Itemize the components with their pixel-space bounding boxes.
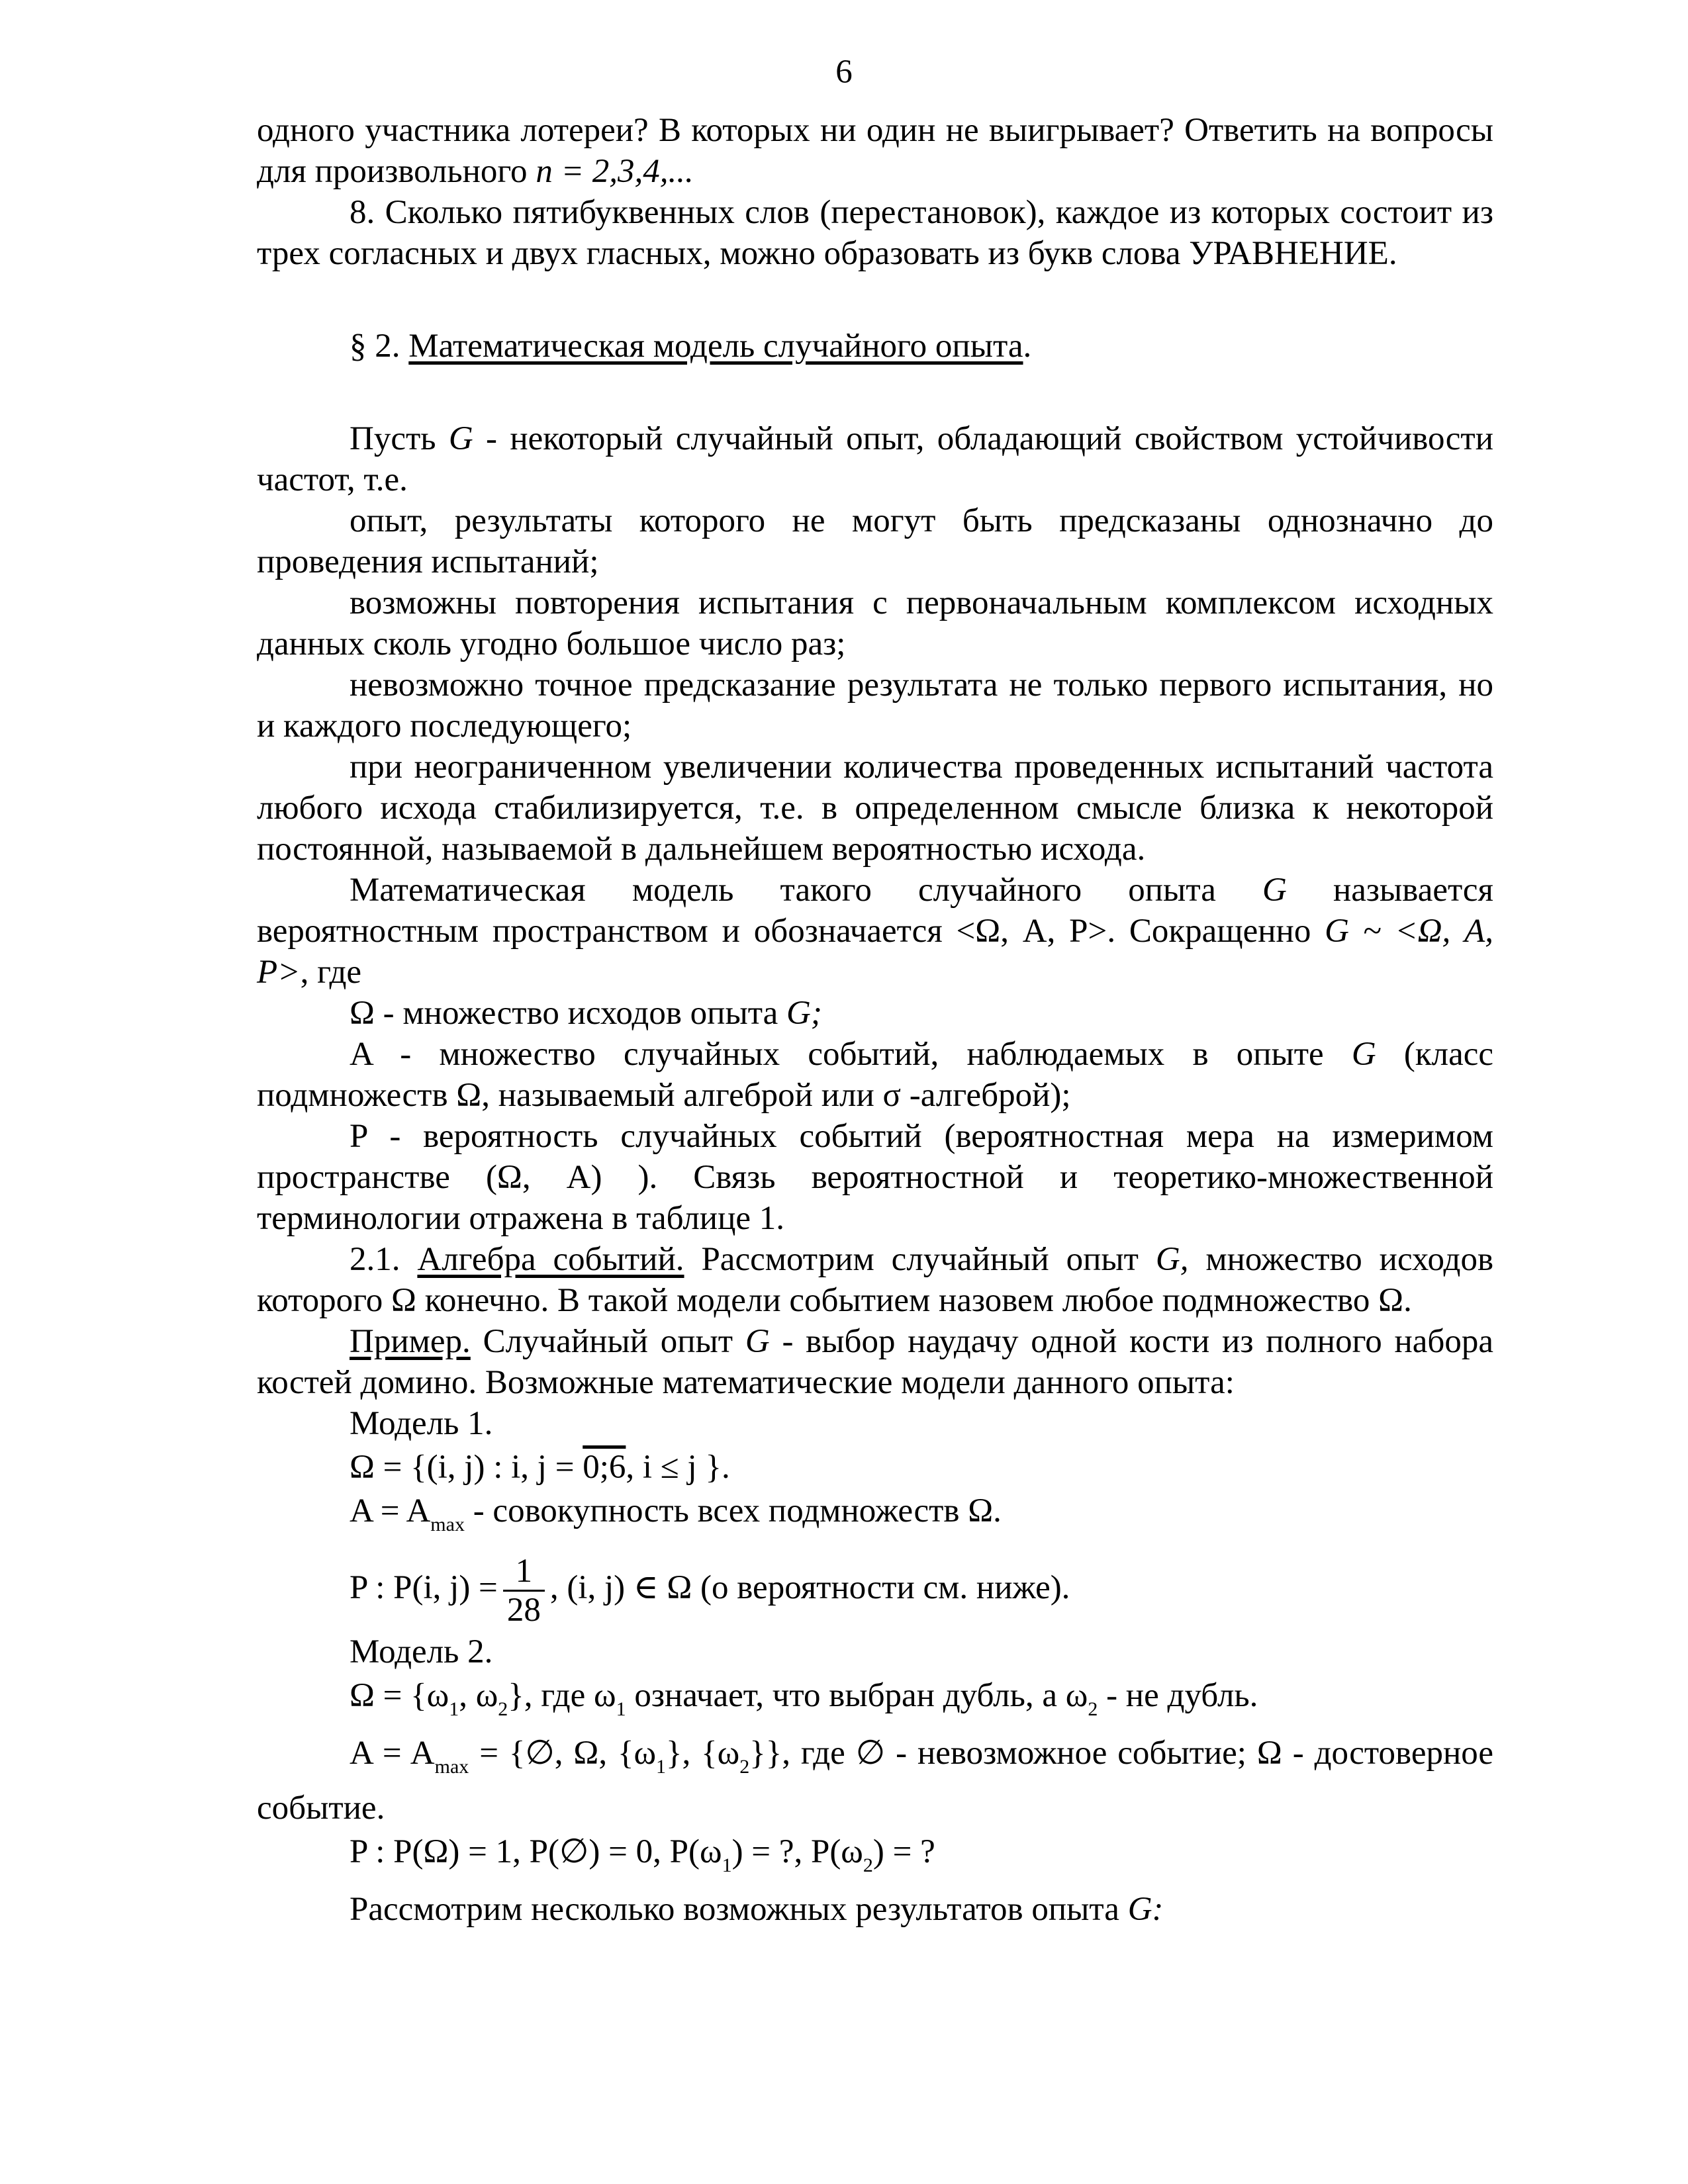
list-item: невозможно точное предсказание результата не только первого испытания, но и каждого последующего; — [257, 666, 1493, 745]
section-heading: § 2. Математическая модель случайного опыта. — [350, 328, 1032, 365]
model-2-probability: P : P(Ω) = 1, P(∅) = 0, $P(\omega_1)$ = ?, $P(\omega_2)$ = ? — [350, 1833, 935, 1876]
model-1-omega: Ω = {(i, j) : i, j = 0;6, i ≤ j }. — [350, 1449, 730, 1486]
list-item: при неограниченном увеличении количества проведенных испытаний частота любого исхода стабилизируется, т.е. в определенном смысле близка к некоторой постоянной, называемой в дальнейшем вероятностью исхода. — [257, 749, 1493, 868]
text-column — [257, 110, 1493, 1930]
definition-probability: P - вероятность случайных событий (вероятностная мера на измеримом пространстве (Ω, A) ). Связь вероятностной и теоретико-множественной терминологии отражена в таблице 1. — [257, 1118, 1494, 1237]
fraction: $\frac{1}{28}$ — [503, 1553, 545, 1629]
model-2-algebra: $A = A_{max}$ = {∅, Ω, $\{\omega_1\}$, $\{\omega_2\}$}, где ∅ - невозможное событие; Ω - достоверное событие. — [257, 1734, 1494, 1827]
section-title: Математическая модель случайного опыта — [408, 328, 1023, 365]
page-number: 6 — [835, 54, 853, 91]
paragraph-lottery-question: одного участника лотереи? В которых ни один не выигрывает? Ответить на вопросы для произвольного n = 2,3,4,... — [257, 112, 1493, 190]
model-2-label: Модель 2. — [350, 1633, 493, 1670]
example-paragraph: Пример. Случайный опыт G - выбор наудачу одной кости из полного набора костей домино. Возможные математические модели данного опыта: — [257, 1323, 1494, 1401]
subsection-2-1: 2.1. Алгебра событий. Рассмотрим случайный опыт G, множество исходов которого Ω конечно. В такой модели событием назовем любое подмножество Ω. — [257, 1241, 1494, 1319]
subsection-title: Алгебра событий. — [417, 1241, 684, 1278]
definition-algebra: A - множество случайных событий, наблюдаемых в опыте G (класс подмножеств Ω, называемый алгеброй или σ -алгеброй); — [257, 1036, 1494, 1114]
closing-paragraph: Рассмотрим несколько возможных результатов опыта G: — [350, 1890, 1164, 1928]
example-label: Пример. — [350, 1323, 471, 1360]
model-2-omega: $\Omega = \{\omega_1$, $\omega_2$}, где $\omega_1$ означает, что выбран дубль, а $\omega_2$ - не дубль. — [350, 1676, 1258, 1720]
model-1-label: Модель 1. — [350, 1405, 493, 1442]
model-1-algebra: $A = A_{max}$ - совокупность всех подмножеств Ω. — [350, 1492, 1002, 1535]
model-1-probability: P : P(i, j) = $\frac{1}{28}$ , (i, j) ∈ Ω (о вероятности см. ниже). — [350, 1552, 1070, 1629]
n-formula: n = 2,3,4,... — [536, 153, 694, 190]
definition-omega: Ω - множество исходов опыта G; — [350, 995, 822, 1032]
list-item: возможны повторения испытания с первоначальным комплексом исходных данных сколь угодно большое число раз; — [257, 584, 1493, 662]
list-item: опыт, результаты которого не могут быть предсказаны однозначно до проведения испытаний; — [257, 502, 1493, 580]
paragraph-problem-8: 8. Сколько пятибуквенных слов (перестановок), каждое из которых состоит из трех согласных и двух гласных, можно образовать из букв слова УРАВНЕНИЕ. — [257, 194, 1493, 272]
paragraph-model: Математическая модель такого случайного опыта G называется вероятностным пространством и обозначается <Ω, A, P>. Сокращенно G ~ <Ω, A, P>, где — [257, 872, 1494, 991]
paragraph-intro: Пусть G - некоторый случайный опыт, обладающий свойством устойчивости частот, т.е. — [257, 420, 1493, 498]
